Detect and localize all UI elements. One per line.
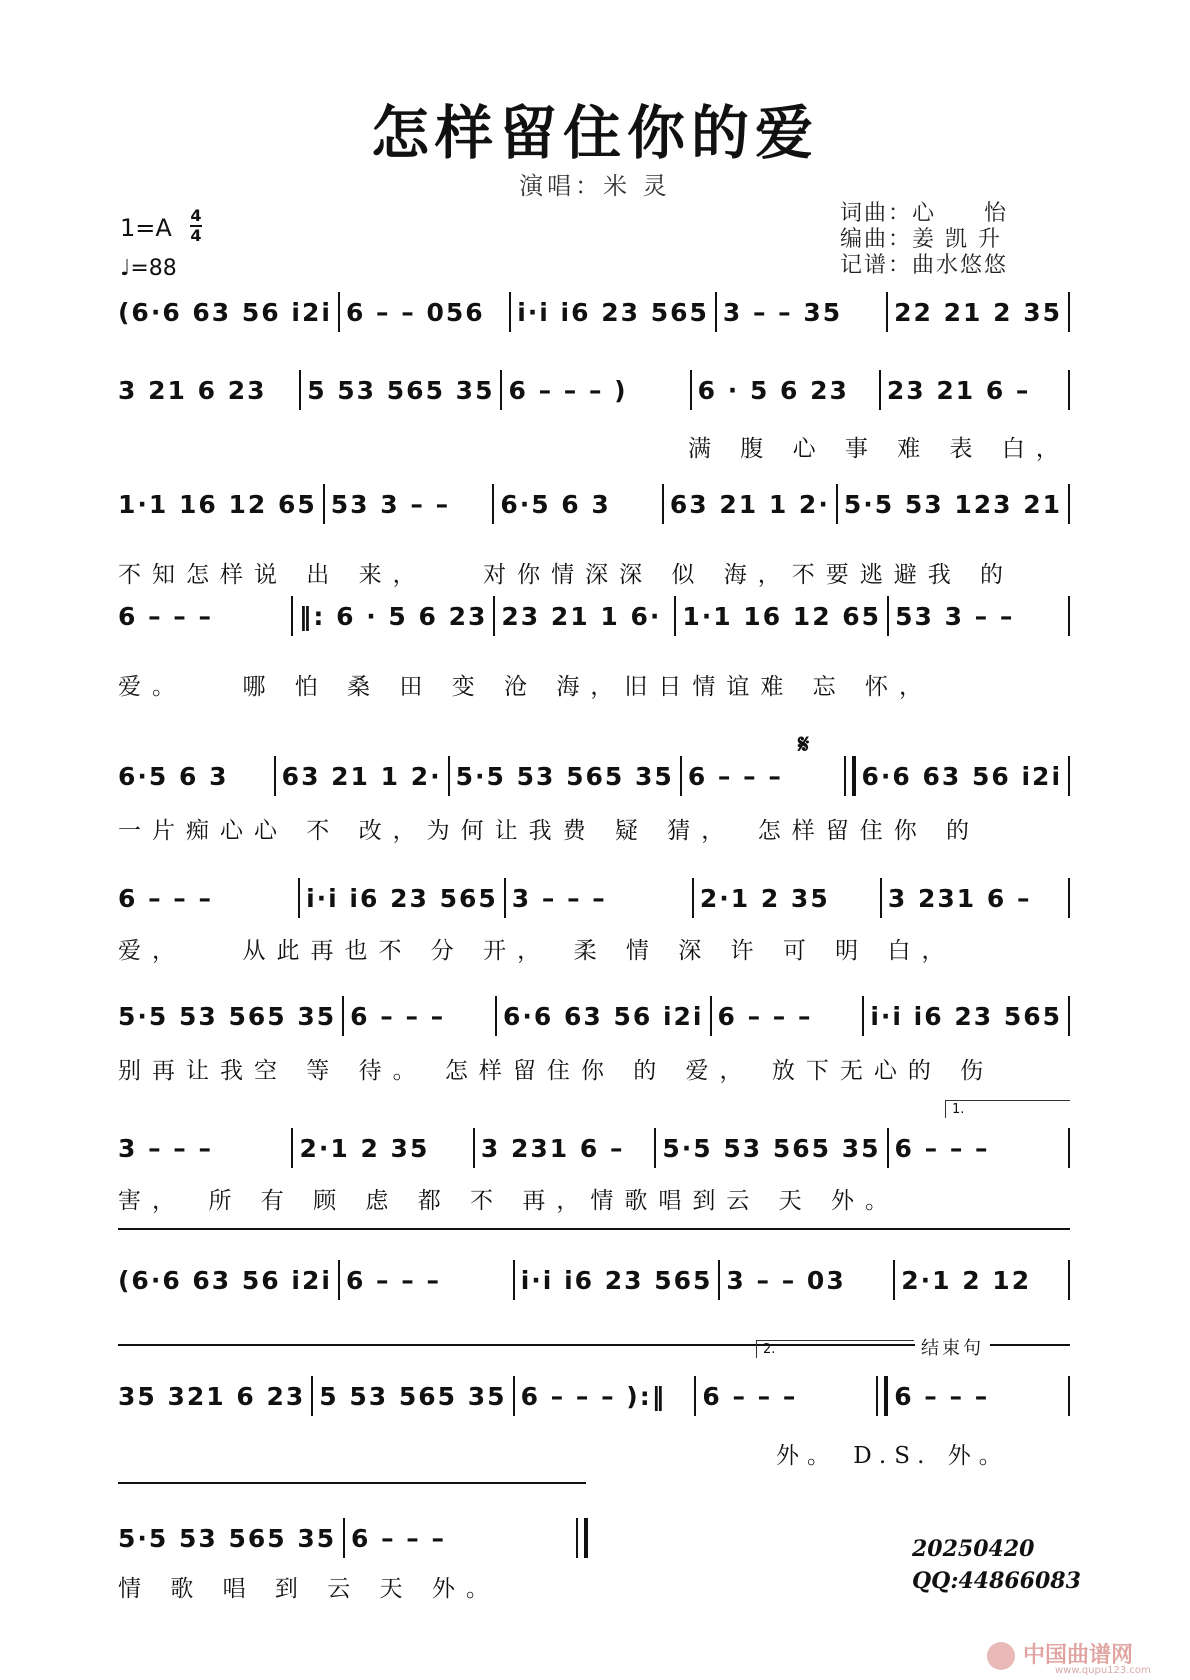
staff-row (118, 1260, 1070, 1300)
measure: 6 – – – (351, 1523, 447, 1553)
measure: 53 3 – – (895, 601, 1015, 631)
measure: 6 – – – (118, 601, 214, 631)
svg-text:www.qupu123.com: www.qupu123.com (1055, 1665, 1151, 1676)
measure: 5·5 53 565 35 (455, 761, 674, 791)
measure: i·i i6 23 565 (870, 1001, 1062, 1031)
staff-row (118, 292, 1070, 332)
measure: 3 – – – (118, 1133, 214, 1163)
lyrics-line: 一片痴心心 不 改，为何让我费 疑 猜， 怎样留住你 的 (118, 818, 981, 844)
measure: 6 – – – ) (508, 375, 628, 405)
staff-row (118, 370, 1070, 410)
measure: 5·5 53 565 35 (662, 1133, 881, 1163)
measure: 3 21 6 23 (118, 375, 267, 405)
measure: 3 – – 03 (726, 1265, 846, 1295)
measure: 23 21 6 – (886, 375, 1031, 405)
measure: 6 · 5 6 23 (697, 375, 849, 405)
measure: 6·6 63 56 i2i (861, 761, 1063, 791)
staff-row (118, 756, 1070, 796)
lyrics-line: 满 腹 心 事 难 表 白， (688, 436, 1070, 462)
watermark-icon (985, 1638, 1175, 1674)
staff-row (118, 878, 1070, 918)
staff-row (118, 1518, 588, 1558)
measure: 63 21 1 2· (281, 761, 442, 791)
section-divider (118, 1228, 1070, 1230)
measure: (6·6 63 56 i2i (118, 1265, 332, 1295)
song-title: 怎样留住你的爱 (370, 99, 819, 167)
segno-sign: 𝄋 (798, 730, 810, 760)
measure: 6 – – – (894, 1133, 990, 1163)
measure: 6 – – – (350, 1001, 446, 1031)
coda-line (118, 1482, 586, 1484)
second-ending-bracket: 2. (756, 1340, 914, 1358)
key-signature: 1=A (120, 214, 172, 242)
staff-row (118, 996, 1070, 1036)
lyrics-line: 别再让我空 等 待。 怎样留住你 的 爱， 放下无心的 伤 (118, 1058, 995, 1084)
measure: 6 – – – (717, 1001, 813, 1031)
measure: 5 53 565 35 (319, 1381, 507, 1411)
staff-row (118, 596, 1070, 636)
measure: i·i i6 23 565 (520, 1265, 713, 1295)
svg-text:中国曲谱网: 中国曲谱网 (1023, 1643, 1134, 1668)
measure: 2·1 2 35 (299, 1133, 430, 1163)
measure: 6 – – – (702, 1381, 798, 1411)
transcriber-credit: 记谱：曲水悠悠 (840, 253, 1009, 278)
singer-credit: 演唱：米 灵 (519, 172, 671, 200)
qq-contact: QQ:44866083 (912, 1568, 1081, 1594)
measure: 1·1 16 12 65 (118, 489, 317, 519)
lyrics-line: 害， 所 有 顾 虑 都 不 再，情歌唱到云 天 外。 (118, 1188, 899, 1214)
lyrics-line: 爱。 哪 怕 桑 田 变 沧 海，旧日情谊难 忘 怀， (118, 674, 933, 700)
measure: 3 – – 35 (722, 297, 843, 327)
measure: 2·1 2 12 (901, 1265, 1032, 1295)
site-watermark-logo (985, 1638, 1175, 1674)
measure: 6 – – – (345, 1265, 441, 1295)
staff-row (118, 1128, 1070, 1168)
time-signature-top: 4 (190, 206, 202, 225)
measure: i·i i6 23 565 (306, 883, 498, 913)
measure: 3 231 6 – (480, 1133, 625, 1163)
lyrics-line: 不知怎样说 出 来， 对你情深深 似 海，不要逃避我 的 (118, 562, 1015, 588)
measure: 3 – – – (511, 883, 607, 913)
measure: 6·6 63 56 i2i (502, 1001, 704, 1031)
measure: i·i i6 23 565 (517, 297, 709, 327)
measure: 22 21 2 35 (894, 297, 1063, 327)
lyrics-music-credit: 词曲：心 怡 (840, 201, 1009, 226)
measure: 6 – – – (894, 1381, 990, 1411)
measure: 6 – – 056 (345, 297, 485, 327)
measure: 1·1 16 12 65 (682, 601, 882, 631)
measure: 6·5 6 3 (118, 761, 229, 791)
tempo-marking: ♩=88 (120, 256, 177, 281)
measure: 6 – – – (118, 883, 214, 913)
staff-row (118, 484, 1070, 524)
time-signature (190, 208, 202, 244)
arrangement-credit: 编曲：姜 凯 升 (840, 227, 1002, 252)
ds-lyrics: 外。 D.S. 外。 (776, 1443, 1010, 1469)
measure: 6 – – – (687, 761, 783, 791)
measure: 5·5 53 565 35 (118, 1523, 337, 1553)
staff-row (118, 1376, 1070, 1416)
measure: 6 – – – ):‖ (520, 1381, 667, 1411)
lyrics-line: 情 歌 唱 到 云 天 外。 (118, 1576, 500, 1602)
measure: 5 53 565 35 (307, 375, 495, 405)
measure: 63 21 1 2· (669, 489, 830, 519)
transcription-date: 20250420 (912, 1536, 1035, 1562)
measure: 6·5 6 3 (500, 489, 611, 519)
ending-label: 结束句 (915, 1334, 990, 1360)
measure: 5·5 53 565 35 (118, 1001, 337, 1031)
measure: (6·6 63 56 i2i (118, 297, 332, 327)
lyrics-line: 爱， 从此再也不 分 开， 柔 情 深 许 可 明 白， (118, 938, 956, 964)
time-signature-bottom: 4 (190, 226, 202, 245)
measure: 2·1 2 35 (699, 883, 830, 913)
measure: 53 3 – – (330, 489, 451, 519)
measure: 23 21 1 6· (501, 601, 662, 631)
measure: ‖: 6 · 5 6 23 (298, 601, 488, 631)
measure: 3 231 6 – (887, 883, 1032, 913)
measure: 5·5 53 123 21 (843, 489, 1062, 519)
measure: 35 321 6 23 (118, 1381, 306, 1411)
first-ending-bracket: 1. (945, 1100, 1070, 1118)
